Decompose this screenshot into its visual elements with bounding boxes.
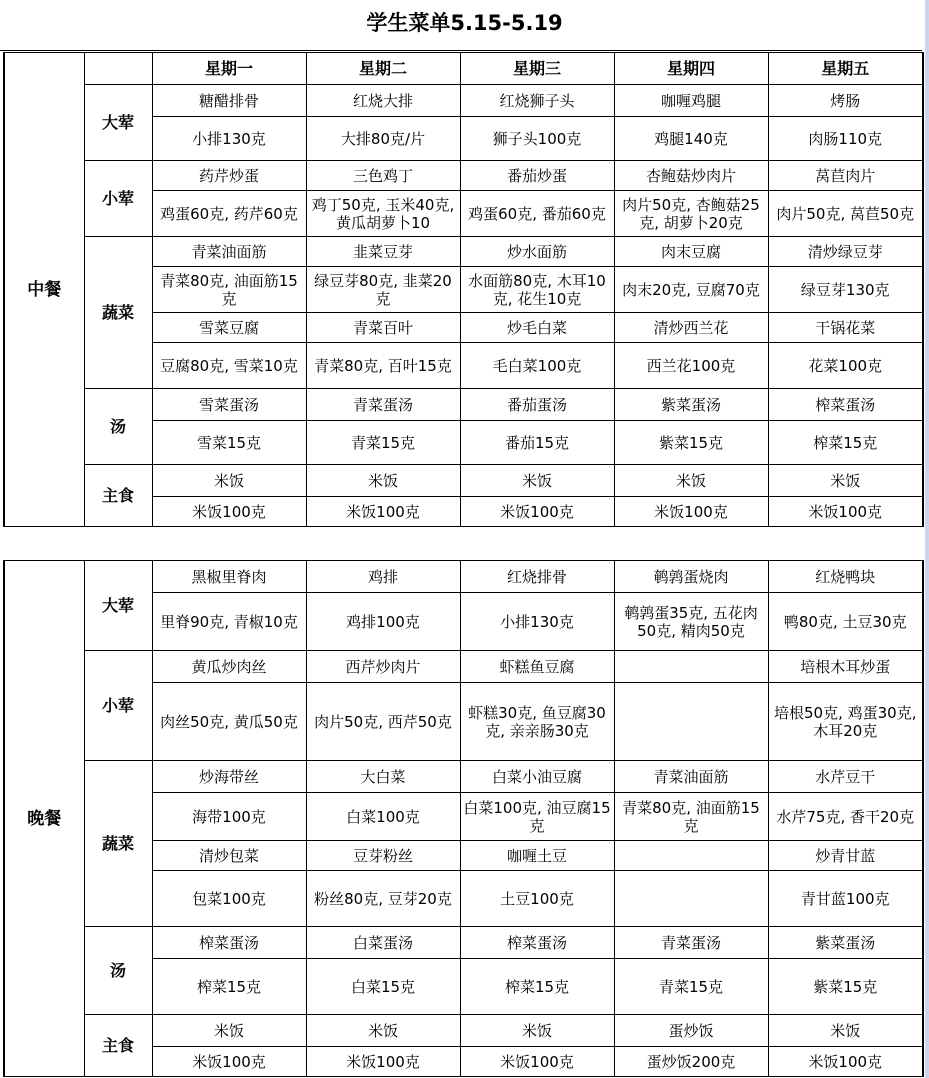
category-label: 汤: [84, 389, 152, 465]
dish-name-cell: 药芹炒蛋: [152, 161, 306, 191]
ingredient-cell: 鸡排100克: [306, 593, 460, 651]
ingredient-cell: 鸡蛋60克, 药芹60克: [152, 191, 306, 237]
menu-row: [4, 161, 923, 191]
dish-name-cell: 红烧大排: [306, 85, 460, 117]
ingredient-cell: 绿豆芽80克, 韭菜20克: [306, 267, 460, 313]
dish-name-cell: 米饭: [768, 465, 923, 497]
ingredient-cell: 蛋炒饭200克: [614, 1047, 768, 1077]
dish-name-cell: 大白菜: [306, 761, 460, 793]
header-corner: [84, 53, 152, 85]
dish-name-cell: 黑椒里脊肉: [152, 561, 306, 593]
dish-name-cell: 虾糕鱼豆腐: [460, 651, 614, 683]
dish-name-cell: 青菜油面筋: [614, 761, 768, 793]
ingredient-cell: 白菜100克, 油豆腐15克: [460, 793, 614, 841]
ingredient-cell: 米饭100克: [152, 1047, 306, 1077]
dinner-label: 晚餐: [4, 561, 84, 1077]
ingredient-cell: 白菜100克: [306, 793, 460, 841]
menu-row: [4, 465, 923, 497]
dish-name-cell: 榨菜蛋汤: [460, 927, 614, 959]
day-header: 星期四: [614, 53, 768, 85]
ingredient-cell: 米饭100克: [614, 497, 768, 527]
lunch-menu-table: [3, 52, 924, 527]
dish-name-cell: 米饭: [460, 465, 614, 497]
dish-name-cell: 水芹豆干: [768, 761, 923, 793]
category-label: 大荤: [84, 85, 152, 161]
ingredient-cell: 海带100克: [152, 793, 306, 841]
ingredient-cell: 肉肠110克: [768, 117, 923, 161]
ingredient-cell: 青菜80克, 油面筋15克: [152, 267, 306, 313]
menu-row: [4, 1015, 923, 1047]
ingredient-cell: 榨菜15克: [768, 421, 923, 465]
ingredient-cell: 榨菜15克: [460, 959, 614, 1015]
ingredient-cell: [614, 683, 768, 761]
dish-name-cell: 干锅花菜: [768, 313, 923, 343]
category-label: 蔬菜: [84, 237, 152, 389]
dish-name-cell: 炒海带丝: [152, 761, 306, 793]
day-header: 星期五: [768, 53, 923, 85]
ingredient-cell: 肉片50克, 莴苣50克: [768, 191, 923, 237]
ingredient-cell: 米饭100克: [306, 1047, 460, 1077]
dish-name-cell: 青菜百叶: [306, 313, 460, 343]
dish-name-cell: 雪菜豆腐: [152, 313, 306, 343]
dish-name-cell: 清炒西兰花: [614, 313, 768, 343]
dish-name-cell: 炒青甘蓝: [768, 841, 923, 871]
dish-name-cell: 糖醋排骨: [152, 85, 306, 117]
dish-name-cell: 白菜蛋汤: [306, 927, 460, 959]
dish-name-cell: 咖喱鸡腿: [614, 85, 768, 117]
dish-name-cell: 韭菜豆芽: [306, 237, 460, 267]
dish-name-cell: 肉末豆腐: [614, 237, 768, 267]
category-label: 小荤: [84, 651, 152, 761]
menu-row: [4, 237, 923, 267]
dinner-menu-table: [3, 560, 924, 1077]
dish-name-cell: 红烧鸭块: [768, 561, 923, 593]
dish-name-cell: 咖喱土豆: [460, 841, 614, 871]
ingredient-cell: 米饭100克: [768, 1047, 923, 1077]
dish-name-cell: 蛋炒饭: [614, 1015, 768, 1047]
dish-name-cell: 青菜蛋汤: [306, 389, 460, 421]
page-title: 学生菜单5.15-5.19: [366, 11, 563, 35]
menu-row: [4, 651, 923, 683]
ingredient-cell: 青菜15克: [306, 421, 460, 465]
dish-name-cell: 鹌鹑蛋烧肉: [614, 561, 768, 593]
ingredient-cell: 青菜80克, 油面筋15克: [614, 793, 768, 841]
dish-name-cell: 榨菜蛋汤: [152, 927, 306, 959]
dish-name-cell: 米饭: [306, 465, 460, 497]
day-header: 星期二: [306, 53, 460, 85]
day-header: 星期一: [152, 53, 306, 85]
dish-name-cell: 番茄蛋汤: [460, 389, 614, 421]
ingredient-cell: 水芹75克, 香干20克: [768, 793, 923, 841]
dish-name-cell: [614, 841, 768, 871]
dish-name-cell: 黄瓜炒肉丝: [152, 651, 306, 683]
ingredient-cell: 鸭80克, 土豆30克: [768, 593, 923, 651]
category-label: 主食: [84, 465, 152, 527]
ingredient-cell: 里脊90克, 青椒10克: [152, 593, 306, 651]
ingredient-cell: 大排80克/片: [306, 117, 460, 161]
ingredient-cell: 花菜100克: [768, 343, 923, 389]
ingredient-cell: 毛白菜100克: [460, 343, 614, 389]
menu-row: [4, 85, 923, 117]
ingredient-cell: 米饭100克: [152, 497, 306, 527]
menu-row: [4, 761, 923, 793]
day-header: 星期三: [460, 53, 614, 85]
ingredient-cell: 肉片50克, 杏鲍菇25克, 胡萝卜20克: [614, 191, 768, 237]
dish-name-cell: 番茄炒蛋: [460, 161, 614, 191]
ingredient-cell: 虾糕30克, 鱼豆腐30克, 亲亲肠30克: [460, 683, 614, 761]
dish-name-cell: 榨菜蛋汤: [768, 389, 923, 421]
dish-name-cell: 红烧排骨: [460, 561, 614, 593]
ingredient-cell: 青菜80克, 百叶15克: [306, 343, 460, 389]
ingredient-cell: 小排130克: [152, 117, 306, 161]
ingredient-cell: 狮子头100克: [460, 117, 614, 161]
dish-name-cell: 青菜油面筋: [152, 237, 306, 267]
ingredient-cell: 培根50克, 鸡蛋30克, 木耳20克: [768, 683, 923, 761]
title-divider: [0, 50, 922, 51]
day-header-row: [4, 53, 923, 85]
dish-name-cell: 杏鲍菇炒肉片: [614, 161, 768, 191]
ingredient-cell: 肉末20克, 豆腐70克: [614, 267, 768, 313]
ingredient-cell: 包菜100克: [152, 871, 306, 927]
ingredient-cell: 青菜15克: [614, 959, 768, 1015]
ingredient-cell: 豆腐80克, 雪菜10克: [152, 343, 306, 389]
ingredient-cell: 米饭100克: [460, 497, 614, 527]
window-edge: [925, 0, 929, 1078]
ingredient-cell: 鹌鹑蛋35克, 五花肉50克, 精肉50克: [614, 593, 768, 651]
category-label: 大荤: [84, 561, 152, 651]
dish-name-cell: 米饭: [460, 1015, 614, 1047]
ingredient-cell: 小排130克: [460, 593, 614, 651]
ingredient-cell: 米饭100克: [460, 1047, 614, 1077]
ingredient-cell: 鸡丁50克, 玉米40克, 黄瓜胡萝卜10: [306, 191, 460, 237]
dish-name-cell: 红烧狮子头: [460, 85, 614, 117]
category-label: 汤: [84, 927, 152, 1015]
ingredient-cell: 粉丝80克, 豆芽20克: [306, 871, 460, 927]
category-label: 小荤: [84, 161, 152, 237]
ingredient-cell: 雪菜15克: [152, 421, 306, 465]
dish-name-cell: 清炒绿豆芽: [768, 237, 923, 267]
dish-name-cell: 米饭: [152, 1015, 306, 1047]
dish-name-cell: 紫菜蛋汤: [614, 389, 768, 421]
ingredient-cell: 米饭100克: [306, 497, 460, 527]
dish-name-cell: 培根木耳炒蛋: [768, 651, 923, 683]
dish-name-cell: 青菜蛋汤: [614, 927, 768, 959]
ingredient-cell: 番茄15克: [460, 421, 614, 465]
dish-name-cell: 清炒包菜: [152, 841, 306, 871]
dish-name-cell: 米饭: [614, 465, 768, 497]
ingredient-cell: 鸡蛋60克, 番茄60克: [460, 191, 614, 237]
ingredient-cell: 肉丝50克, 黄瓜50克: [152, 683, 306, 761]
dish-name-cell: 雪菜蛋汤: [152, 389, 306, 421]
menu-row: [4, 561, 923, 593]
ingredient-cell: 米饭100克: [768, 497, 923, 527]
dish-name-cell: 紫菜蛋汤: [768, 927, 923, 959]
ingredient-cell: 西兰花100克: [614, 343, 768, 389]
dish-name-cell: 烤肠: [768, 85, 923, 117]
menu-row: [4, 389, 923, 421]
dish-name-cell: 炒毛白菜: [460, 313, 614, 343]
category-label: 蔬菜: [84, 761, 152, 927]
dish-name-cell: [614, 651, 768, 683]
lunch-label: 中餐: [4, 53, 84, 527]
ingredient-cell: 紫菜15克: [614, 421, 768, 465]
menu-row: [4, 927, 923, 959]
dish-name-cell: 三色鸡丁: [306, 161, 460, 191]
ingredient-cell: 绿豆芽130克: [768, 267, 923, 313]
dish-name-cell: 鸡排: [306, 561, 460, 593]
ingredient-cell: 土豆100克: [460, 871, 614, 927]
dish-name-cell: 西芹炒肉片: [306, 651, 460, 683]
ingredient-cell: 鸡腿140克: [614, 117, 768, 161]
ingredient-cell: 水面筋80克, 木耳10克, 花生10克: [460, 267, 614, 313]
ingredient-cell: 紫菜15克: [768, 959, 923, 1015]
dish-name-cell: 米饭: [152, 465, 306, 497]
dish-name-cell: 豆芽粉丝: [306, 841, 460, 871]
dish-name-cell: 米饭: [306, 1015, 460, 1047]
ingredient-cell: 榨菜15克: [152, 959, 306, 1015]
ingredient-cell: 肉片50克, 西芹50克: [306, 683, 460, 761]
category-label: 主食: [84, 1015, 152, 1077]
ingredient-cell: 白菜15克: [306, 959, 460, 1015]
ingredient-cell: 青甘蓝100克: [768, 871, 923, 927]
ingredient-cell: [614, 871, 768, 927]
dish-name-cell: 炒水面筋: [460, 237, 614, 267]
dish-name-cell: 莴苣肉片: [768, 161, 923, 191]
dish-name-cell: 白菜小油豆腐: [460, 761, 614, 793]
dish-name-cell: 米饭: [768, 1015, 923, 1047]
